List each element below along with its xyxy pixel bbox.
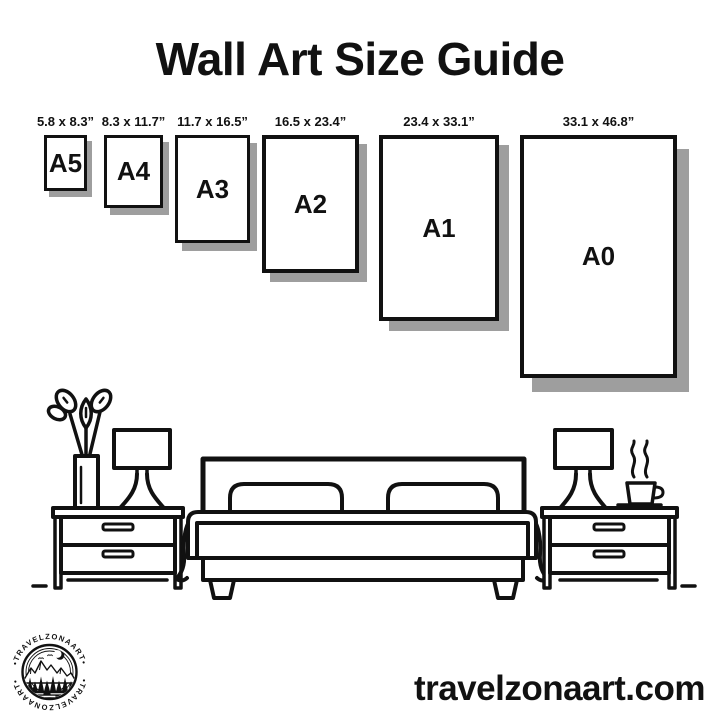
- brand-logo-badge: [3, 625, 96, 718]
- steam-icon: [632, 441, 635, 477]
- size-name-label: A0: [581, 241, 616, 271]
- size-group-a2: [262, 114, 359, 273]
- size-dimensions-label: 5.8 x 8.3”: [36, 114, 95, 129]
- size-name-label: A5: [48, 147, 83, 178]
- size-group-a4: [101, 114, 166, 208]
- size-name-label: A4: [116, 156, 151, 186]
- logo-text-bottom: •TRAVELZONAART•: [10, 678, 89, 713]
- size-group-a0: [520, 114, 677, 378]
- website-url: travelzonaart.com: [413, 669, 705, 708]
- steam-icon: [645, 441, 648, 477]
- poster-frame-a3: [175, 135, 250, 243]
- size-name-label: A1: [422, 212, 456, 243]
- poster-frame-a5: [44, 135, 87, 191]
- logo-text-top: •TRAVELZONAART•: [10, 631, 89, 666]
- size-dimensions-label: 33.1 x 46.8”: [562, 114, 635, 129]
- poster-frame-a4: [104, 135, 163, 208]
- size-dimensions-label: 11.7 x 16.5”: [177, 114, 248, 129]
- coffee-cup-icon: [618, 441, 663, 505]
- bedroom-scene-illustration: [0, 378, 720, 610]
- double-bed-icon: [176, 459, 548, 598]
- size-dimensions-label: 23.4 x 33.1”: [403, 114, 475, 129]
- size-name-label: A3: [195, 173, 230, 204]
- pillow-right: [388, 484, 498, 513]
- size-dimensions-label: 16.5 x 23.4”: [274, 114, 347, 129]
- poster-frame-a0: [520, 135, 677, 378]
- size-dimensions-label: 8.3 x 11.7”: [101, 114, 166, 129]
- size-group-a3: [175, 114, 250, 243]
- size-group-a5: [36, 114, 95, 191]
- plant-vase-icon: [46, 387, 114, 508]
- table-lamp-right-icon: [555, 430, 612, 508]
- pillow-left: [230, 484, 342, 513]
- page-title: Wall Art Size Guide: [155, 33, 565, 85]
- nightstand-left-icon: [53, 508, 183, 588]
- nightstand-right-icon: [542, 508, 677, 588]
- poster-frame-a2: [262, 135, 359, 273]
- size-group-a1: [379, 114, 499, 321]
- size-name-label: A2: [293, 188, 328, 219]
- table-lamp-left-icon: [114, 430, 170, 508]
- poster-frame-a1: [379, 135, 499, 321]
